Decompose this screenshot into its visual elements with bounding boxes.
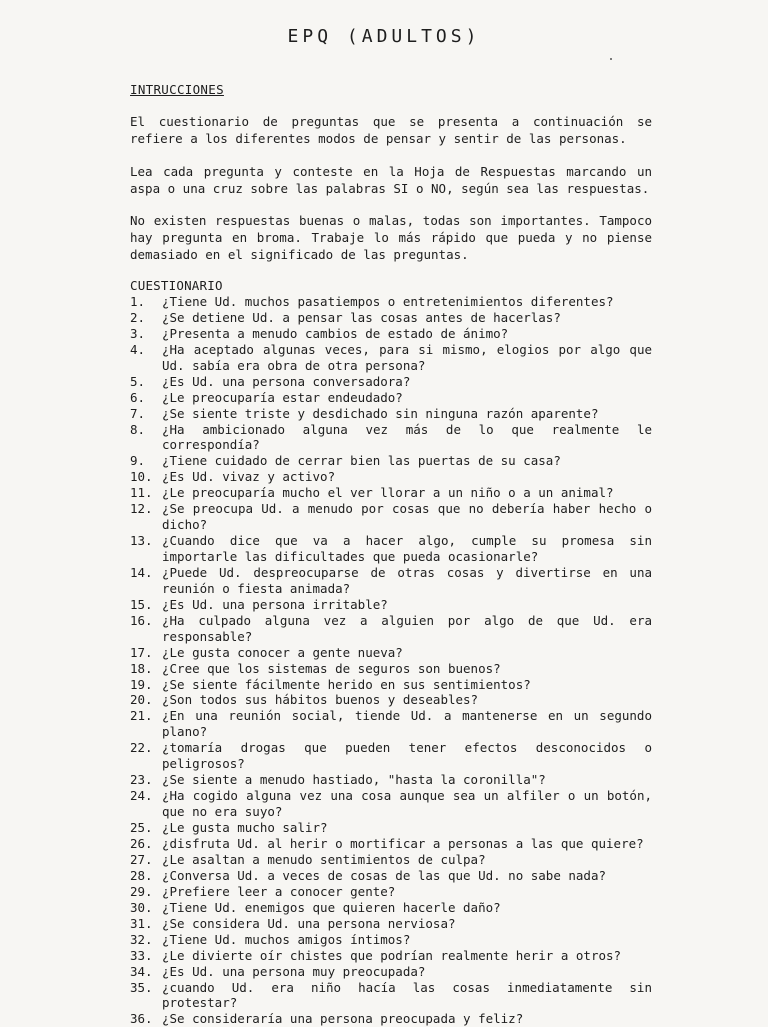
question-text: ¿Ha aceptado algunas veces, para si mismo, elogios por algo que Ud. sabía era obra de otra persona? — [162, 341, 652, 373]
question-item — [130, 932, 652, 948]
question-text: ¿Presenta a menudo cambios de estado de ánimo? — [162, 325, 509, 341]
question-text: ¿Ha culpado alguna vez a alguien por algo de que Ud. era responsable? — [162, 612, 652, 644]
question-text: ¿Ha ambicionado alguna vez más de lo que realmente le correspondía? — [162, 421, 652, 453]
question-text: ¿disfruta Ud. al herir o mortificar a personas a las que quiere? — [162, 835, 644, 851]
question-number: 25. — [130, 819, 153, 835]
question-text: ¿Es Ud. una persona conversadora? — [162, 373, 411, 389]
question-item — [130, 740, 652, 772]
question-text: ¿Se siente fácilmente herido en sus sentimientos? — [162, 676, 531, 692]
question-number: 23. — [130, 772, 153, 788]
question-text: ¿Puede Ud. despreocuparse de otras cosas y divertirse en una reunión o fiesta animada? — [162, 564, 652, 596]
question-list — [130, 294, 652, 1027]
question-item — [130, 1011, 652, 1027]
question-number: 29. — [130, 883, 153, 899]
question-number: 19. — [130, 676, 153, 692]
question-number: 22. — [130, 740, 153, 756]
question-item — [130, 406, 652, 422]
question-item — [130, 884, 652, 900]
question-number: 1. — [130, 294, 146, 309]
question-text: ¿Le preocuparía mucho el ver llorar a un niño o a un animal? — [162, 485, 614, 501]
question-number: 9. — [130, 453, 146, 469]
question-text: ¿Se consideraría una persona preocupada y feliz? — [162, 1011, 524, 1027]
question-number: 35. — [130, 979, 153, 995]
question-item — [130, 294, 652, 310]
question-number: 18. — [130, 660, 153, 676]
question-item — [130, 374, 652, 390]
question-number: 15. — [130, 596, 153, 612]
question-text: ¿tomaría drogas que pueden tener efectos desconocidos o peligrosos? — [162, 740, 652, 772]
question-item — [130, 645, 652, 661]
question-text: ¿cuando Ud. era niño hacía las cosas inmediatamente sin protestar? — [162, 979, 652, 1011]
question-item — [130, 708, 652, 740]
question-item — [130, 836, 652, 852]
question-item — [130, 852, 652, 868]
question-item — [130, 326, 652, 342]
questionnaire-heading: CUESTIONARIO — [130, 278, 223, 293]
question-text: ¿Se siente triste y desdichado sin ninguna razón aparente? — [162, 405, 599, 421]
question-number: 31. — [130, 915, 153, 931]
question-item — [130, 948, 652, 964]
question-item — [130, 916, 652, 932]
question-text: ¿Le gusta mucho salir? — [162, 819, 328, 835]
question-number: 11. — [130, 485, 153, 501]
question-item — [130, 692, 652, 708]
question-number: 14. — [130, 564, 153, 580]
question-item — [130, 390, 652, 406]
question-item — [130, 469, 652, 485]
question-item — [130, 533, 652, 565]
instructions-paragraph: El cuestionario de preguntas que se presenta a continuación se refiere a los diferentes modos de pensar y sentir de las personas. — [130, 114, 652, 146]
question-text: ¿Le asaltan a menudo sentimientos de culpa? — [162, 851, 486, 867]
question-item — [130, 342, 652, 374]
question-item — [130, 788, 652, 820]
question-item — [130, 485, 652, 501]
question-item — [130, 868, 652, 884]
question-item — [130, 453, 652, 469]
question-number: 3. — [130, 325, 146, 341]
question-item — [130, 501, 652, 533]
question-text: ¿Se considera Ud. una persona nerviosa? — [162, 915, 456, 931]
question-text: ¿Se preocupa Ud. a menudo por cosas que no debería haber hecho o dicho? — [162, 501, 652, 533]
question-text: ¿Es Ud. una persona muy preocupada? — [162, 963, 426, 979]
instructions-heading: INTRUCCIONES — [130, 82, 224, 97]
question-text: ¿Le preocuparía estar endeudado? — [162, 389, 403, 405]
question-item — [130, 980, 652, 1012]
question-item — [130, 900, 652, 916]
question-number: 32. — [130, 931, 153, 947]
question-number: 20. — [130, 692, 153, 708]
question-item — [130, 597, 652, 613]
question-number: 7. — [130, 405, 146, 421]
question-text: ¿Es Ud. vivaz y activo? — [162, 469, 336, 485]
question-item — [130, 964, 652, 980]
question-text: ¿Tiene Ud. muchos amigos íntimos? — [162, 931, 411, 947]
question-number: 30. — [130, 899, 153, 915]
document-title: EPQ (ADULTOS) — [287, 26, 481, 47]
question-number: 4. — [130, 341, 146, 357]
question-text: ¿Tiene Ud. muchos pasatiempos o entretenimientos diferentes? — [162, 294, 614, 309]
question-number: 26. — [130, 835, 153, 851]
question-text: ¿En una reunión social, tiende Ud. a mantenerse en un segundo plano? — [162, 708, 652, 740]
question-number: 8. — [130, 421, 146, 437]
question-item — [130, 310, 652, 326]
question-item — [130, 677, 652, 693]
question-text: ¿Se siente a menudo hastiado, "hasta la coronilla"? — [162, 772, 546, 788]
question-number: 16. — [130, 612, 153, 628]
question-text: ¿Son todos sus hábitos buenos y deseables? — [162, 692, 479, 708]
question-item — [130, 661, 652, 677]
question-number: 34. — [130, 963, 153, 979]
question-number: 10. — [130, 469, 153, 485]
question-number: 28. — [130, 867, 153, 883]
instructions-paragraph: Lea cada pregunta y conteste en la Hoja de Respuestas marcando un aspa o una cruz sobre las palabras SI o NO, según sea las respuestas. — [130, 164, 652, 196]
question-text: ¿Cuando dice que va a hacer algo, cumple su promesa sin importarle las dificultades que pueda ocasionarle? — [162, 533, 652, 564]
question-text: ¿Cree que los sistemas de seguros son buenos? — [162, 660, 501, 676]
question-text: ¿Tiene Ud. enemigos que quieren hacerle daño? — [162, 899, 501, 915]
question-number: 27. — [130, 851, 153, 867]
question-text: ¿Es Ud. una persona irritable? — [162, 596, 388, 612]
question-number: 13. — [130, 533, 153, 549]
question-number: 33. — [130, 947, 153, 963]
question-number: 12. — [130, 501, 153, 517]
question-number: 5. — [130, 373, 146, 389]
question-item — [130, 565, 652, 597]
question-text: ¿Se detiene Ud. a pensar las cosas antes de hacerlas? — [162, 309, 561, 325]
question-text: ¿Prefiere leer a conocer gente? — [162, 883, 396, 899]
question-number: 6. — [130, 389, 146, 405]
question-text: ¿Tiene cuidado de cerrar bien las puertas de su casa? — [162, 453, 561, 469]
question-item — [130, 820, 652, 836]
question-number: 17. — [130, 644, 153, 660]
question-text: ¿Le gusta conocer a gente nueva? — [162, 644, 403, 660]
question-item — [130, 772, 652, 788]
question-item — [130, 422, 652, 454]
question-text: ¿Le divierte oír chistes que podrían realmente herir a otros? — [162, 947, 622, 963]
question-number: 2. — [130, 309, 146, 325]
question-text: ¿Ha cogido alguna vez una cosa aunque sea un alfiler o un botón, que no era suyo? — [162, 788, 652, 819]
instructions-paragraph: No existen respuestas buenas o malas, todas son importantes. Tampoco hay pregunta en broma. Trabaje lo más rápido que pueda y no piense demasiado en el significado de las preguntas. — [130, 213, 652, 262]
question-item — [130, 613, 652, 645]
question-number: 36. — [130, 1011, 153, 1027]
question-number: 24. — [130, 788, 153, 804]
question-number: 21. — [130, 708, 153, 724]
question-text: ¿Conversa Ud. a veces de cosas de las que Ud. no sabe nada? — [162, 867, 607, 883]
scan-speck — [610, 58, 612, 60]
